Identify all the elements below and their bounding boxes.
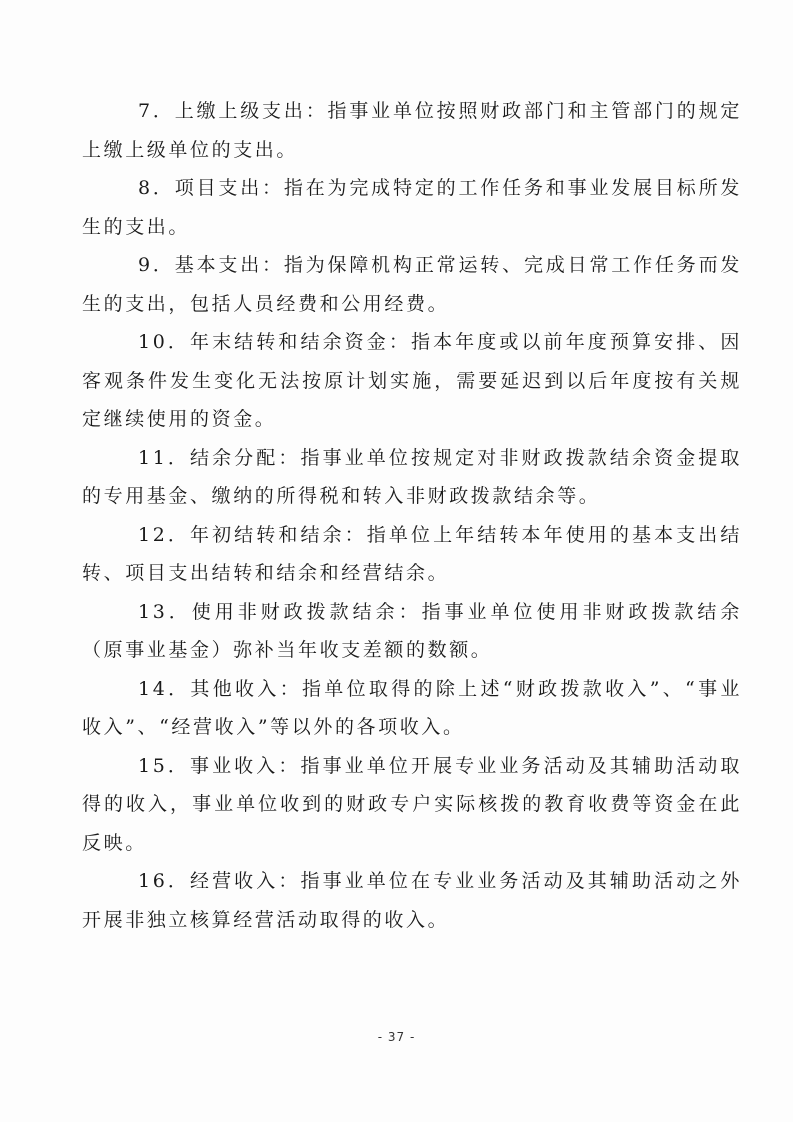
paragraph-item-12: 12．年初结转和结余：指单位上年结转本年使用的基本支出结转、项目支出结转和结余和经营结余。	[82, 523, 742, 584]
paragraph-item-16: 16．经营收入：指事业单位在专业业务活动及其辅助活动之外开展非独立核算经营活动取得的收入。	[82, 870, 742, 931]
paragraph-item-9: 9．基本支出：指为保障机构正常运转、完成日常工作任务而发生的支出，包括人员经费和公用经费。	[82, 254, 742, 315]
paragraph-item-7: 7．上缴上级支出：指事业单位按照财政部门和主管部门的规定上缴上级单位的支出。	[82, 100, 742, 161]
document-body	[82, 92, 742, 939]
paragraph-item-13: 13．使用非财政拨款结余：指事业单位使用非财政拨款结余（原事业基金）弥补当年收支差额的数额。	[82, 600, 742, 661]
paragraph-item-11: 11．结余分配：指事业单位按规定对非财政拨款结余资金提取的专用基金、缴纳的所得税和转入非财政拨款结余等。	[82, 446, 742, 507]
page-number: - 37 -	[377, 1030, 416, 1044]
paragraph-item-8: 8．项目支出：指在为完成特定的工作任务和事业发展目标所发生的支出。	[82, 177, 742, 238]
paragraph-item-15: 15．事业收入：指事业单位开展专业业务活动及其辅助活动取得的收入，事业单位收到的财政专户实际核拨的教育收费等资金在此反映。	[82, 754, 742, 854]
paragraph-item-10: 10．年末结转和结余资金：指本年度或以前年度预算安排、因客观条件发生变化无法按原计划实施，需要延迟到以后年度按有关规定继续使用的资金。	[82, 331, 742, 430]
paragraph-item-14: 14．其他收入：指单位取得的除上述“财政拨款收入”、“事业收入”、“经营收入”等以外的各项收入。	[82, 677, 742, 738]
